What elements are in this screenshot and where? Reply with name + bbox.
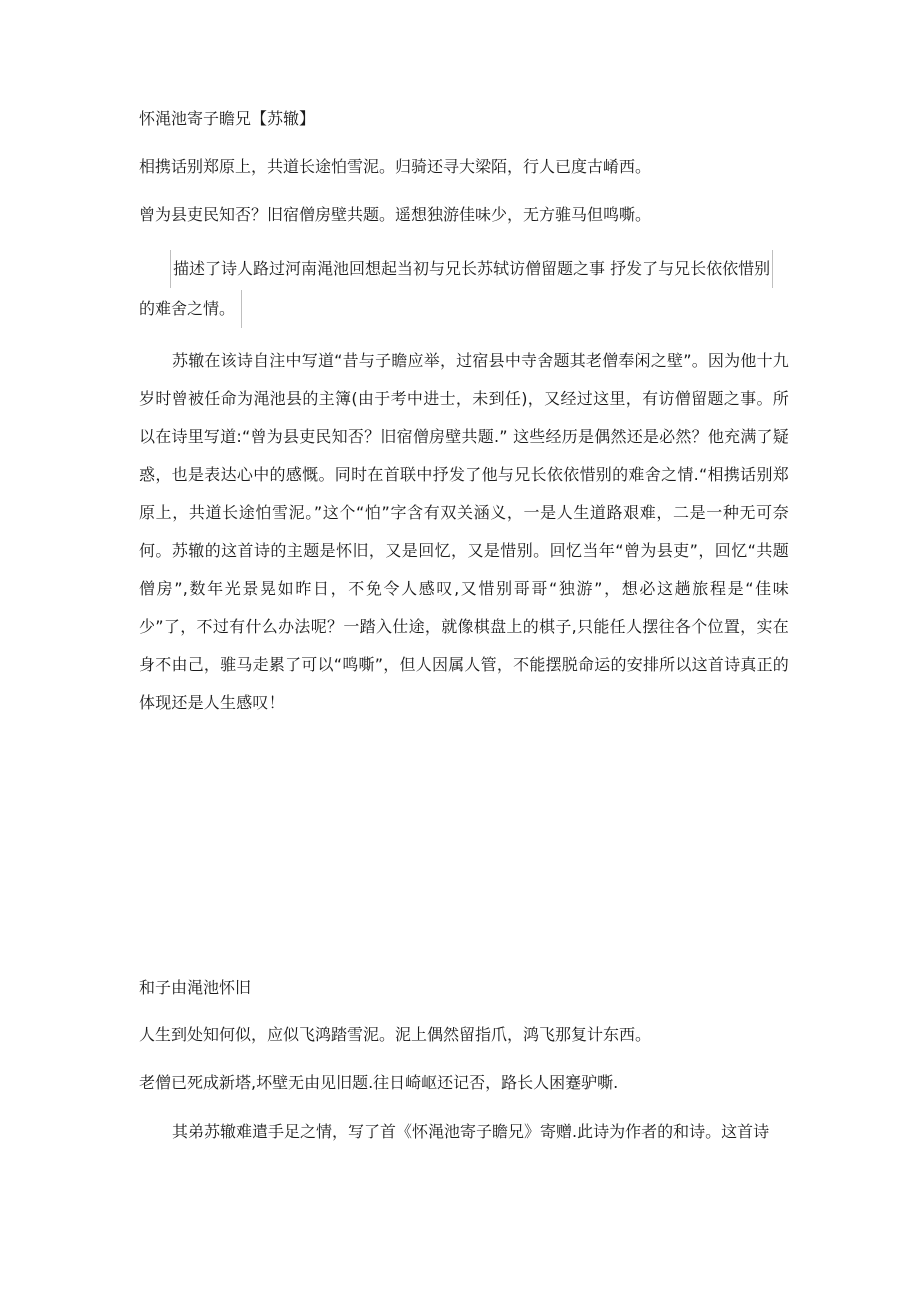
poem1-summary-line-2: 的难舍之情。 (139, 290, 242, 328)
poem1-line-1: 相携话别郑原上，共道长途怕雪泥。归骑还寻大梁陌，行人已度古崤西。 (139, 157, 652, 176)
poem1-title: 怀渑池寄子瞻兄【苏辙】 (139, 109, 316, 128)
poem2-line-1: 人生到处知何似，应似飞鸿踏雪泥。泥上偶然留指爪，鸿飞那复计东西。 (139, 1025, 652, 1044)
poem1-analysis-paragraph: 苏辙在该诗自注中写道“昔与子瞻应举，过宿县中寺舍题其老僧奉闲之壁”。因为他十九岁时曾被任命为渑池县的主簿(由于考中进士，未到任)，又经过这里，有访僧留题之事。所以在诗里写道:“曾为县吏民知否？旧宿僧房壁共题.” 这些经历是偶然还是必然？他充满了疑惑，也是表达心中的感慨。同时在首联中抒发了他与兄长依依惜别的难舍之情.“相携话别郑原上，共道长途怕雪泥。”这个“怕”字含有双关涵义，一是人生道路艰难，二是一种无可奈何。苏辙的这首诗的主题是怀旧，又是回忆，又是惜别。回忆当年“曾为县吏”，回忆“共题僧房”,数年光景晃如昨日，不免令人感叹,又惜别哥哥“独游”，想必这趟旅程是“佳味少”了，不过有什么办法呢？一踏入仕途，就像棋盘上的棋子,只能任人摆往各个位置，实在身不由己，骓马走累了可以“鸣嘶”，但人因属人管，不能摆脱命运的安排所以这首诗真正的体现还是人生感叹！ (139, 351, 789, 712)
poem2-analysis-start: 其弟苏辙难遣手足之情，写了首《怀渑池寄子瞻兄》寄赠.此诗为作者的和诗。这首诗 (172, 1122, 770, 1141)
poem1-line-2: 曾为县吏民知否？旧宿僧房壁共题。遥想独游佳味少，无方骓马但鸣嘶。 (139, 205, 652, 224)
poem2-line-2: 老僧已死成新塔,坏壁无由见旧题.往日崎岖还记否，路长人困蹇驴嘶. (139, 1073, 619, 1092)
poem1-summary-line-1: 描述了诗人路过河南渑池回想起当初与兄长苏轼访僧留题之事 抒发了与兄长依依惜别 (170, 250, 773, 288)
poem2-title: 和子由渑池怀旧 (139, 978, 252, 997)
